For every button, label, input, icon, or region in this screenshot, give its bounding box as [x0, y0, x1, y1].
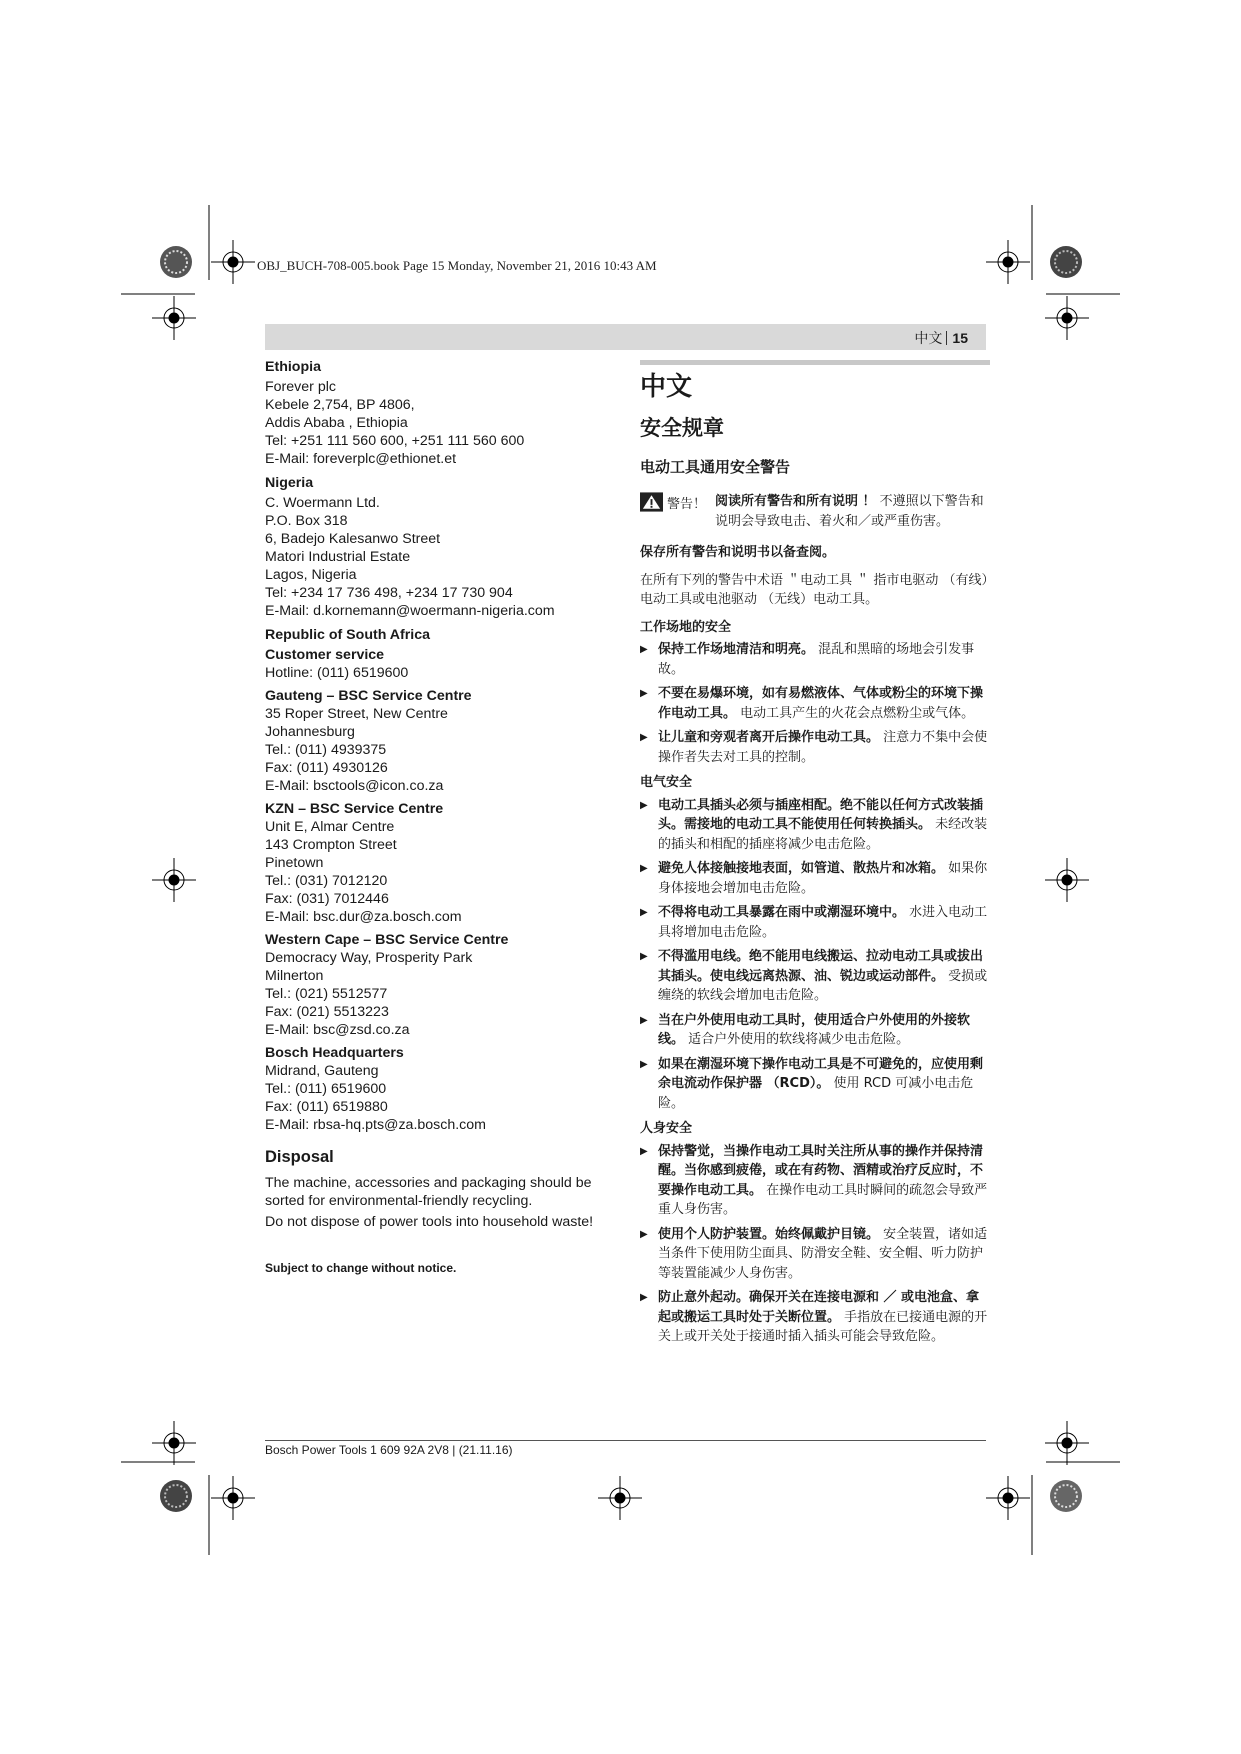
email-line: E-Mail: foreverplc@ethionet.et — [265, 451, 457, 467]
list-item — [640, 1011, 990, 1050]
item-text: 注意力不集中会使操作者失去对工具的控制。 — [658, 730, 988, 765]
list-item — [640, 1142, 990, 1220]
country-south-africa: Republic of South Africa — [265, 627, 430, 643]
item-text: 手指放在已接通电源的开关上或开关处于接通时插入插头可能会导致危险。 — [658, 1309, 988, 1344]
customer-service-heading: Customer service — [265, 647, 385, 663]
list-item — [640, 640, 990, 679]
address-line: Unit E, Almar Centre — [265, 819, 395, 835]
list-item — [640, 903, 990, 942]
address-line: Milnerton — [265, 968, 324, 984]
phone-line: Tel.: (011) 4939375 — [265, 742, 387, 758]
disposal-heading: Disposal — [265, 1148, 334, 1166]
item-text: 适合户外使用的软线将减少电击危险。 — [684, 1032, 910, 1047]
page-footer: Bosch Power Tools 1 609 92A 2V8 | (21.11.16) — [265, 1443, 513, 1457]
item-text: 水进入电动工具将增加电击危险。 — [658, 905, 988, 940]
item-bold: 让儿童和旁观者离开后操作电动工具。 — [658, 730, 880, 745]
warning-label-text: 警告！ — [667, 497, 707, 512]
kzn-heading: KZN – BSC Service Centre — [265, 801, 444, 817]
item-bold: 当在户外使用电动工具时，使用适合户外使用的外接软线。 — [658, 1012, 971, 1047]
term-definition: 在所有下列的警告中术语 ＂电动工具 ＂ 指市电驱动 （有线）电动工具或电池驱动 （无线）电动工具。 — [640, 572, 989, 607]
ethiopia-contact — [265, 358, 615, 468]
western-cape-heading: Western Cape – BSC Service Centre — [265, 932, 509, 948]
warning-text: 不遵照以下警告和说明会导致电击、着火和／或严重伤害。 — [715, 494, 984, 529]
phone-line: Tel.: (021) 5512577 — [265, 986, 388, 1002]
warning-block — [640, 492, 990, 531]
item-text: 在操作电动工具时瞬间的疏忽会导致严重人身伤害。 — [658, 1182, 988, 1217]
address-line: Democracy Way, Prosperity Park — [265, 950, 473, 966]
section-rule — [640, 360, 990, 365]
nigeria-contact — [265, 474, 615, 620]
headquarters-heading: Bosch Headquarters — [265, 1045, 404, 1061]
address-line: P.O. Box 318 — [265, 513, 348, 529]
list-item — [640, 947, 990, 1006]
print-header: OBJ_BUCH-708-005.book Page 15 Monday, November 21, 2016 10:43 AM — [257, 258, 657, 273]
email-line: E-Mail: rbsa-hq.pts@za.bosch.com — [265, 1117, 486, 1133]
warning-label — [640, 492, 706, 515]
item-bold: 保持警觉，当操作电动工具时关注所从事的操作并保持清醒。当你感到疲倦，或在有药物、酒精或治疗反应时，不要操作电动工具。 — [658, 1143, 984, 1198]
country-ethiopia: Ethiopia — [265, 359, 321, 375]
right-column — [640, 360, 990, 1352]
fax-line: Fax: (011) 4930126 — [265, 760, 388, 776]
item-text: 混乱和黑暗的场地会引发事故。 — [658, 642, 975, 677]
item-text: 使用 RCD 可减小电击危险。 — [658, 1076, 974, 1111]
list-item — [640, 1055, 990, 1114]
item-text: 安全装置，诸如适当条件下使用防尘面具、防滑安全鞋、安全帽、听力防护等装置能减少人身伤害。 — [658, 1226, 988, 1281]
address-line: C. Woermann Ltd. — [265, 495, 380, 511]
disposal-text: The machine, accessories and packaging should be sorted for environmental-friendly recycling. — [265, 1175, 592, 1209]
address-line: 6, Badejo Kalesanwo Street — [265, 531, 441, 547]
item-bold: 如果在潮湿环境下操作电动工具是不可避免的，应使用剩余电流动作保护器 （RCD）。 — [658, 1056, 984, 1091]
item-text: 电动工具产生的火花会点燃粉尘或气体。 — [736, 705, 975, 721]
phone-line: Tel: +251 111 560 600, +251 111 560 600 — [265, 433, 525, 449]
general-warnings-title: 电动工具通用安全警告 — [640, 458, 791, 476]
language-title: 中文 — [640, 372, 693, 402]
phone-line: Tel.: (011) 6519600 — [265, 1081, 387, 1097]
item-bold: 不得滥用电线。绝不能用电线搬运、拉动电动工具或拔出其插头。使电线远离热源、油、锐边或运动部件。 — [658, 949, 984, 984]
address-line: Kebele 2,754, BP 4806, — [265, 397, 415, 413]
item-text: 未经改装的插头和相配的插座将减少电击危险。 — [658, 817, 988, 852]
address-line: Pinetown — [265, 855, 324, 871]
footer-rule — [265, 1440, 986, 1441]
list-item — [640, 859, 990, 898]
fax-line: Fax: (021) 5513223 — [265, 1004, 389, 1020]
phone-line: Tel.: (031) 7012120 — [265, 873, 388, 889]
personal-safety-title: 人身安全 — [640, 1121, 693, 1136]
fax-line: Fax: (011) 6519880 — [265, 1099, 388, 1115]
item-text: 如果你身体接地会增加电击危险。 — [658, 861, 988, 896]
hotline-line: Hotline: (011) 6519600 — [265, 665, 409, 681]
item-bold: 使用个人防护装置。始终佩戴护目镜。 — [658, 1226, 880, 1242]
left-column — [265, 358, 615, 1289]
address-line: Forever plc — [265, 379, 336, 395]
address-line: Johannesburg — [265, 724, 355, 740]
list-item — [640, 1225, 990, 1284]
list-item — [640, 1288, 990, 1347]
item-bold: 保持工作场地清洁和明亮。 — [658, 642, 815, 657]
workplace-safety-title: 工作场地的安全 — [640, 619, 732, 635]
address-line: Midrand, Gauteng — [265, 1063, 379, 1079]
phone-line: Tel: +234 17 736 498, +234 17 730 904 — [265, 585, 513, 601]
electrical-safety-title: 电气安全 — [640, 775, 693, 790]
item-bold: 不要在易爆环境，如有易燃液体、气体或粉尘的环境下操作电动工具。 — [658, 686, 984, 721]
item-bold: 电动工具插头必须与插座相配。绝不能以任何方式改装插头。需接地的电动工具不能使用任何转换插头。 — [658, 797, 984, 832]
item-bold: 避免人体接触接地表面，如管道、散热片和冰箱。 — [658, 861, 945, 876]
keep-instructions: 保存所有警告和说明书以备查阅。 — [640, 545, 836, 560]
header-separator — [946, 331, 947, 345]
page-number-label — [914, 328, 968, 348]
list-item — [640, 728, 990, 767]
email-line: E-Mail: bsctools@icon.co.za — [265, 778, 444, 794]
south-africa-contact — [265, 626, 615, 1134]
address-line: 35 Roper Street, New Centre — [265, 706, 448, 722]
warning-triangle-icon — [640, 492, 663, 512]
address-line: Lagos, Nigeria — [265, 567, 357, 583]
item-text: 受损或缠绕的软线会增加电击危险。 — [658, 968, 988, 1003]
email-line: E-Mail: bsc@zsd.co.za — [265, 1022, 410, 1038]
address-line: Matori Industrial Estate — [265, 549, 411, 565]
disposal-warning: Do not dispose of power tools into household waste! — [265, 1214, 594, 1230]
warning-bold-text: 阅读所有警告和所有说明 ！ — [715, 494, 876, 509]
list-item — [640, 796, 990, 855]
country-nigeria: Nigeria — [265, 475, 314, 491]
page-number: 15 — [952, 330, 968, 346]
fax-line: Fax: (031) 7012446 — [265, 891, 389, 907]
item-bold: 防止意外起动。确保开关在连接电源和 ／ 或电池盒、拿起或搬运工具时处于关断位置。 — [658, 1290, 980, 1325]
change-notice: Subject to change without notice. — [265, 1261, 457, 1275]
email-line: E-Mail: bsc.dur@za.bosch.com — [265, 909, 462, 925]
address-line: Addis Ababa , Ethiopia — [265, 415, 408, 431]
safety-title: 安全规章 — [640, 416, 724, 440]
page-header-bar — [265, 324, 986, 350]
gauteng-heading: Gauteng – BSC Service Centre — [265, 688, 472, 704]
email-line: E-Mail: d.kornemann@woermann-nigeria.com — [265, 603, 555, 619]
address-line: 143 Crompton Street — [265, 837, 397, 853]
item-bold: 不得将电动工具暴露在雨中或潮湿环境中。 — [658, 905, 906, 920]
header-language: 中文 — [914, 330, 943, 346]
list-item — [640, 684, 990, 723]
